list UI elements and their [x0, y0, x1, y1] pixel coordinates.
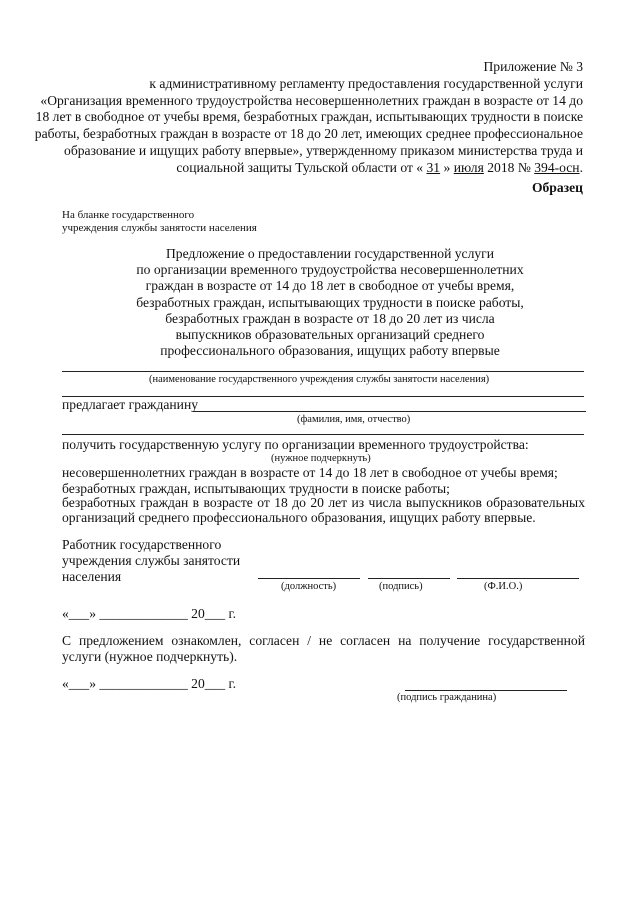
- worker-signature-line[interactable]: [368, 578, 450, 579]
- appendix-line: «Организация временного трудоустройства несовершеннолетних граждан в возрасте от 14 до: [40, 92, 583, 108]
- appendix-header: [35, 59, 583, 177]
- appendix-line: 18 лет в свободное от учебы время, безработных граждан, испытывающих трудности в поиске: [35, 109, 583, 125]
- order-day: 31: [426, 159, 441, 175]
- order-number: 394-осн: [534, 159, 580, 175]
- underline-caption: (нужное подчеркнуть): [271, 453, 371, 464]
- signature-caption: (подпись): [379, 581, 423, 592]
- fio-caption: (фамилия, имя, отчество): [297, 414, 411, 425]
- document-title: Предложение о предоставлении государственной услуги по организации временного трудоустройства несовершеннолетних граждан в возрасте от 14 до 18 лет в свободное от учебы время, безработных граждан, испытывающих трудности в поиске работы, безработных граждан в возрасте от 18 до 20 лет из числа выпускников образовательных организаций среднего профессионального образования, ищущих работу впервые: [136, 246, 524, 359]
- worker-fio-line[interactable]: [457, 578, 579, 579]
- consent-text: С предложением ознакомлен, согласен / не согласен на получение государственной: [62, 633, 585, 648]
- appendix-line: работы, безработных граждан в возрасте от 18 до 20 лет, имеющих среднее профессиональное: [34, 126, 583, 142]
- date-field[interactable]: «___» _____________ 20___ г.: [62, 676, 236, 691]
- appendix-line: образование и ищущих работу впервые», утвержденному приказом министерства труда и: [64, 142, 583, 158]
- blank-line: [62, 434, 584, 435]
- appendix-order-line: социальной защиты Тульской области от « 31 » июля 2018 № 394-осн.: [176, 159, 583, 175]
- option-unemployed-difficulties[interactable]: безработных граждан, испытывающих трудности в поиске работы;: [62, 481, 450, 496]
- citizen-signature-line[interactable]: [405, 690, 567, 691]
- receive-service-text: получить государственную услугу по организации временного трудоустройства:: [62, 437, 529, 452]
- institution-caption: (наименование государственного учреждения службы занятости населения): [149, 374, 490, 385]
- fio-short-caption: (Ф.И.О.): [484, 581, 523, 592]
- letterhead-note: На бланке государственного учреждения службы занятости населения: [62, 209, 257, 234]
- option-unemployed-graduates[interactable]: безработных граждан в возрасте от 18 до 20 лет из числа выпускников образовательных: [62, 495, 585, 510]
- sample-label: Образец: [531, 180, 583, 195]
- order-month: июля: [453, 159, 484, 175]
- institution-name-line[interactable]: [62, 371, 584, 372]
- option-unemployed-graduates-cont: организаций среднего профессионального образования, ищущих работу впервые.: [62, 510, 536, 525]
- citizen-name-line[interactable]: [193, 411, 586, 412]
- date-field[interactable]: «___» _____________ 20___ г.: [62, 606, 236, 621]
- position-caption: (должность): [281, 581, 337, 592]
- worker-label: Работник государственного учреждения службы занятости населения: [62, 537, 241, 584]
- offers-label: предлагает гражданину: [62, 397, 199, 412]
- appendix-number: Приложение № 3: [483, 59, 583, 74]
- appendix-line: к административному регламенту предоставления государственной услуги: [149, 75, 583, 91]
- citizen-signature-caption: (подпись гражданина): [397, 692, 497, 703]
- option-minors[interactable]: несовершеннолетних граждан в возрасте от 14 до 18 лет в свободное от учебы время;: [62, 465, 558, 480]
- consent-text-cont: услуги (нужное подчеркнуть).: [62, 649, 238, 664]
- position-line[interactable]: [258, 578, 360, 579]
